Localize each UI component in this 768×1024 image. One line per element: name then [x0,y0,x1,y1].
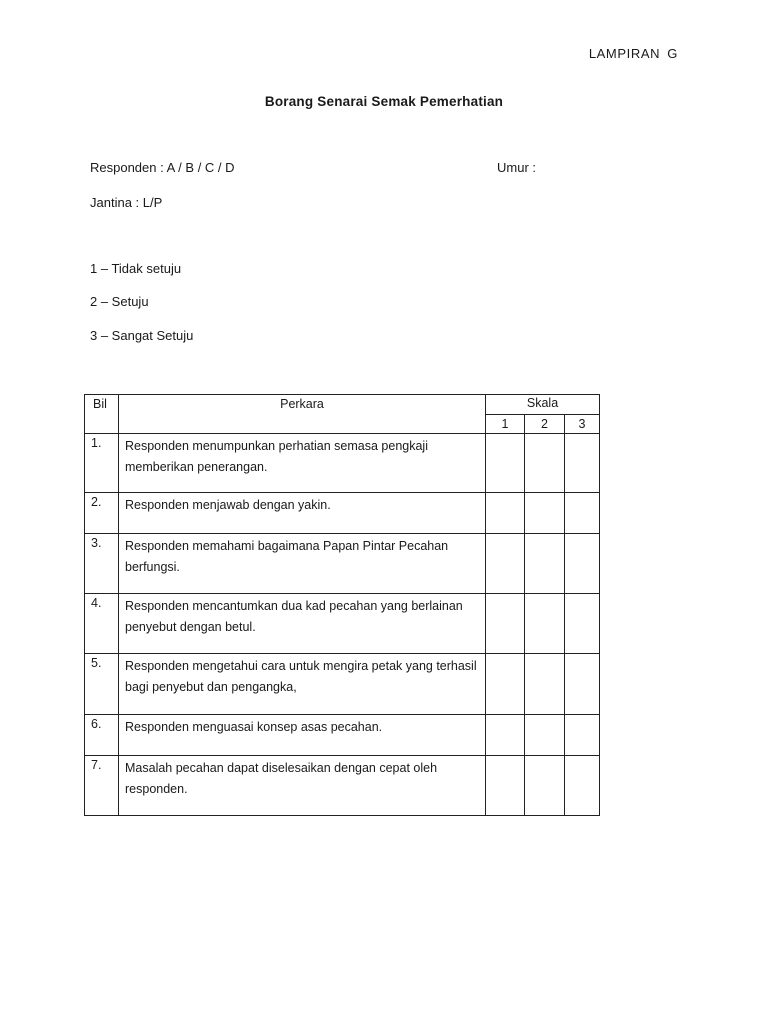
row-number: 4. [85,594,119,654]
row-number: 2. [85,493,119,534]
header-scale-2: 2 [525,414,565,434]
header-skala: Skala [486,395,600,415]
table-row [85,654,600,715]
scale-1-box[interactable] [486,594,525,654]
row-number: 3. [85,534,119,594]
row-statement: Responden menumpunkan perhatian semasa pengkaji memberikan penerangan. [119,434,486,493]
scale-2-box[interactable] [525,493,565,534]
scale-1-box[interactable] [486,756,525,816]
legend-item-2: 2 – Setuju [90,294,149,309]
row-number: 7. [85,756,119,816]
header-scale-1: 1 [486,414,525,434]
gender-field: Jantina : L/P [90,195,163,210]
scale-2-box[interactable] [525,594,565,654]
table-row [85,534,600,594]
header-bil: Bil [85,395,119,434]
legend-item-1: 1 – Tidak setuju [90,261,182,276]
scale-2-box[interactable] [525,715,565,756]
scale-3-box[interactable] [565,434,600,493]
row-statement: Masalah pecahan dapat diselesaikan dengan cepat oleh responden. [119,756,486,816]
scale-2-box[interactable] [525,534,565,594]
observation-checklist-table [84,394,600,816]
scale-2-box[interactable] [525,434,565,493]
scale-3-box[interactable] [565,534,600,594]
header-perkara: Perkara [119,395,486,434]
appendix-label: LAMPIRAN G [588,46,678,61]
scale-3-box[interactable] [565,594,600,654]
row-number: 1. [85,434,119,493]
scale-1-box[interactable] [486,654,525,715]
scale-2-box[interactable] [525,756,565,816]
row-statement: Responden menguasai konsep asas pecahan. [119,715,486,756]
scale-1-box[interactable] [486,715,525,756]
legend-item-3: 3 – Sangat Setuju [90,328,194,343]
scale-1-box[interactable] [486,434,525,493]
header-scale-3: 3 [565,414,600,434]
scale-2-box[interactable] [525,654,565,715]
row-number: 6. [85,715,119,756]
row-statement: Responden menjawab dengan yakin. [119,493,486,534]
row-statement: Responden mencantumkan dua kad pecahan yang berlainan penyebut dengan betul. [119,594,486,654]
table-row [85,756,600,816]
table-row [85,493,600,534]
age-field: Umur : [497,160,536,175]
row-statement: Responden memahami bagaimana Papan Pintar Pecahan berfungsi. [119,534,486,594]
scale-3-box[interactable] [565,756,600,816]
scale-1-box[interactable] [486,493,525,534]
form-title: Borang Senarai Semak Pemerhatian [264,94,504,109]
scale-3-box[interactable] [565,493,600,534]
scale-3-box[interactable] [565,654,600,715]
table-row [85,594,600,654]
scale-3-box[interactable] [565,715,600,756]
table-row [85,434,600,493]
row-statement: Responden mengetahui cara untuk mengira petak yang terhasil bagi penyebut dan pengangka, [119,654,486,715]
table-row [85,715,600,756]
scale-1-box[interactable] [486,534,525,594]
respondent-field: Responden : A / B / C / D [90,160,235,175]
row-number: 5. [85,654,119,715]
